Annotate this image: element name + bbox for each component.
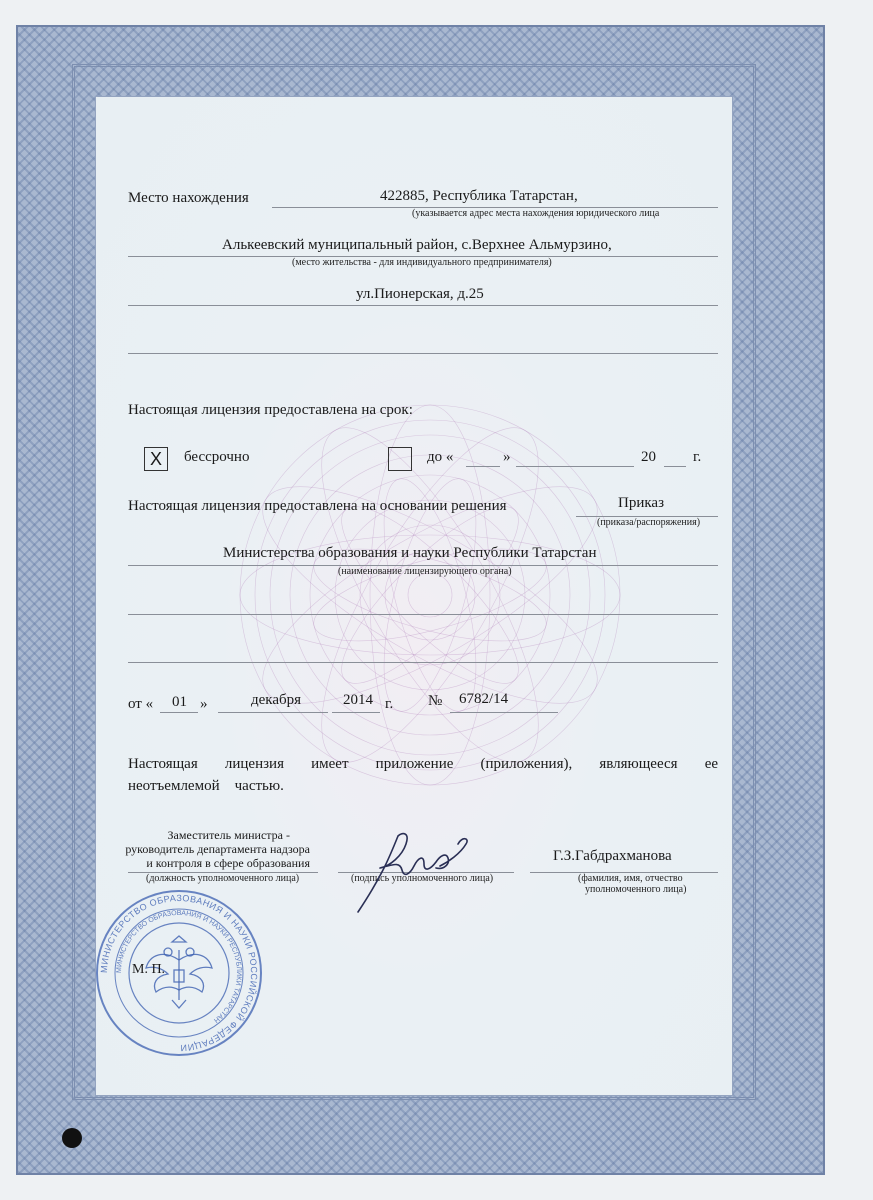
signatory-name: Г.З.Габдрахманова <box>553 848 672 864</box>
indefinite-checkbox[interactable]: X <box>144 447 168 471</box>
until-month-line <box>516 466 634 467</box>
address-label: Место нахождения <box>128 190 249 206</box>
until-label: до « <box>427 449 454 465</box>
address-value-2: Алькеевский муниципальный район, с.Верхнее Альмурзино, <box>222 237 612 253</box>
position-line-3: и контроля в сфере образования <box>146 856 310 870</box>
appendix-line-2: неотъемлемой частью. <box>128 778 284 794</box>
svg-text:МИНИСТЕРСТВО ОБРАЗОВАНИЯ И НАУ: МИНИСТЕРСТВО ОБРАЗОВАНИЯ И НАУКИ РОССИЙСКОЙ ФЕДЕРАЦИИ <box>98 892 260 1054</box>
guilloche-rosette <box>230 380 630 810</box>
address-value-3: ул.Пионерская, д.25 <box>356 286 484 302</box>
term-heading: Настоящая лицензия предоставлена на срок: <box>128 402 413 418</box>
number-label: № <box>428 693 443 709</box>
appendix-line-1: Настоящая лицензия имеет приложение (приложения), являющееся ее <box>128 756 719 772</box>
authority-line-2 <box>128 614 718 615</box>
until-day-line <box>466 466 500 467</box>
handwritten-signature <box>340 826 480 918</box>
address-hint-1: (указывается адрес места нахождения юридического лица <box>412 208 660 219</box>
name-hint-2: уполномоченного лица) <box>585 884 687 895</box>
date-day: 01 <box>172 694 187 710</box>
address-line-3 <box>128 305 718 306</box>
signature-hint: (подпись уполномоченного лица) <box>351 873 494 884</box>
license-number: 6782/14 <box>459 691 509 707</box>
address-value-1: 422885, Республика Татарстан, <box>380 188 578 204</box>
until-close-quote: » <box>503 449 511 465</box>
number-line <box>450 712 558 713</box>
address-line-4 <box>128 353 718 354</box>
until-year-line <box>664 466 686 467</box>
date-month-line <box>218 712 328 713</box>
binder-hole <box>62 1128 82 1148</box>
name-hint-1: (фамилия, имя, отчество <box>578 873 683 884</box>
authority-hint: (наименование лицензирующего органа) <box>338 566 512 577</box>
position-hint: (должность уполномоченного лица) <box>146 873 300 884</box>
svg-text:МИНИСТЕРСТВО ОБРАЗОВАНИЯ И НАУ: МИНИСТЕРСТВО ОБРАЗОВАНИЯ И НАУКИ РЕСПУБЛИКИ ТАТАРСТАН <box>115 909 243 1024</box>
year-prefix: 20 <box>641 449 656 465</box>
basis-heading: Настоящая лицензия предоставлена на основании решения <box>128 498 507 514</box>
official-stamp <box>94 888 264 1058</box>
position-line-2: руководитель департамента надзора <box>125 842 310 856</box>
position-line-1: Заместитель министра - <box>167 828 290 842</box>
date-year-line <box>332 712 380 713</box>
date-month: декабря <box>251 692 302 708</box>
date-prefix: от « <box>128 696 154 712</box>
authority-name: Министерства образования и науки Республики Татарстан <box>223 545 597 561</box>
date-year-suffix: г. <box>385 696 394 712</box>
indefinite-label: бессрочно <box>184 449 250 465</box>
date-year: 2014 <box>343 692 373 708</box>
address-hint-2: (место жительства - для индивидуального предпринимателя) <box>292 257 552 268</box>
date-day-line <box>160 712 198 713</box>
year-suffix: г. <box>693 449 702 465</box>
authority-line-3 <box>128 662 718 663</box>
basis-doc-type: Приказ <box>618 495 665 511</box>
until-checkbox[interactable] <box>388 447 412 471</box>
basis-doc-hint: (приказа/распоряжения) <box>597 517 701 528</box>
stamp-place-label: М. П. <box>132 962 166 977</box>
date-day-close: » <box>200 696 208 712</box>
